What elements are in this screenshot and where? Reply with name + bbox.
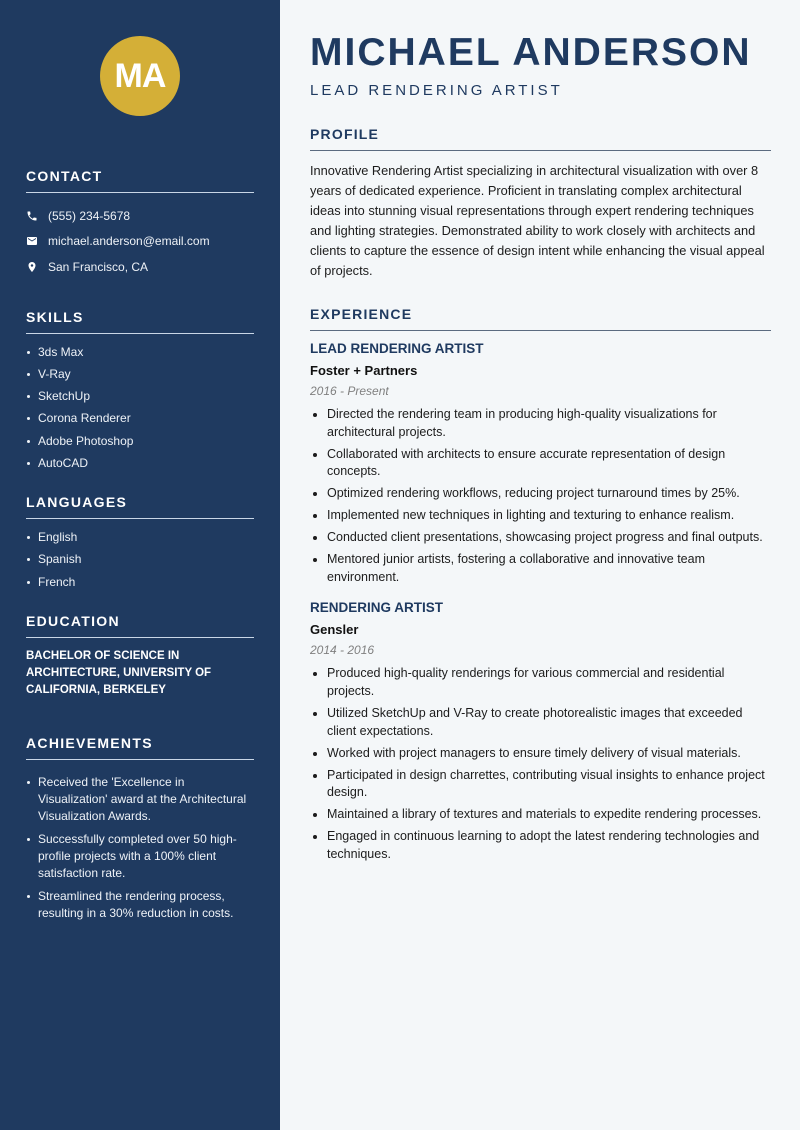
languages-heading: LANGUAGES: [26, 494, 254, 519]
job-bullets: [310, 665, 771, 863]
achievements-section: [26, 735, 254, 922]
main-content: [280, 0, 800, 1130]
skill-item: Corona Renderer: [26, 410, 254, 426]
job-dates: 2016 - Present: [310, 384, 389, 398]
experience-section: [310, 306, 771, 863]
language-item: Spanish: [26, 551, 254, 567]
skills-list: [26, 344, 254, 471]
job-bullet: Optimized rendering workflows, reducing project turnaround times by 25%.: [310, 485, 771, 503]
achievement-item: Received the 'Excellence in Visualization' award at the Architectural Visualization Awards.: [26, 774, 254, 825]
skill-item: SketchUp: [26, 388, 254, 404]
skill-item: V-Ray: [26, 366, 254, 382]
contact-phone[interactable]: [26, 203, 254, 229]
location-pin-icon: [26, 261, 38, 273]
candidate-name: MICHAEL ANDERSON: [310, 31, 752, 74]
achievement-item: Successfully completed over 50 high-profile projects with a 100% client satisfaction rate.: [26, 831, 254, 882]
job-title: RENDERING ARTIST: [310, 600, 444, 616]
job-bullet: Implemented new techniques in lighting and texturing to enhance realism.: [310, 507, 771, 525]
candidate-role: LEAD RENDERING ARTIST: [310, 82, 563, 99]
job-bullets: [310, 406, 771, 586]
job-bullet: Collaborated with architects to ensure accurate representation of design concepts.: [310, 446, 771, 481]
languages-list: [26, 529, 254, 590]
job-bullet: Mentored junior artists, fostering a collaborative and innovative team environment.: [310, 551, 771, 586]
contact-location: [26, 254, 254, 280]
achievement-item: Streamlined the rendering process, resulting in a 30% reduction in costs.: [26, 888, 254, 922]
job-bullet: Conducted client presentations, showcasing project progress and final outputs.: [310, 529, 771, 547]
phone-icon: [26, 210, 38, 222]
job-bullet: Maintained a library of textures and materials to expedite rendering processes.: [310, 806, 771, 824]
skill-item: AutoCAD: [26, 455, 254, 471]
job-bullet: Produced high-quality renderings for various commercial and residential projects.: [310, 665, 771, 700]
job-entry: [310, 341, 771, 586]
experience-heading: EXPERIENCE: [310, 306, 771, 331]
language-item: French: [26, 574, 254, 590]
profile-summary: Innovative Rendering Artist specializing in architectural visualization with over 8 years of dedicated experience. Proficient in translating complex architectural ideas into stunning visual representations through expert rendering techniques and lighting strategies. Demonstrated ability to work closely with architects and clients to capture the essence of design intent while enhancing the visual appeal of projects.: [310, 163, 765, 278]
education-heading: EDUCATION: [26, 613, 254, 638]
education-section: [26, 613, 254, 699]
contact-location-text: San Francisco, CA: [48, 259, 149, 274]
job-dates: 2014 - 2016: [310, 643, 375, 658]
profile-section: [310, 126, 771, 281]
sidebar: [0, 0, 280, 1130]
languages-section: [26, 494, 254, 590]
job-bullet: Engaged in continuous learning to adopt the latest rendering technologies and techniques.: [310, 828, 771, 863]
avatar: MA: [100, 36, 180, 116]
achievements-list: [26, 774, 254, 922]
job-bullet: Participated in design charrettes, contributing visual insights to enhance project design.: [310, 767, 771, 802]
job-bullet: Worked with project managers to ensure timely delivery of visual materials.: [310, 745, 771, 763]
job-title: LEAD RENDERING ARTIST: [310, 341, 484, 356]
skill-item: 3ds Max: [26, 344, 254, 360]
contact-section: [26, 168, 254, 280]
job-bullet: Utilized SketchUp and V-Ray to create photorealistic images that exceeded client expectations.: [310, 705, 771, 740]
skills-section: [26, 309, 254, 471]
skills-heading: SKILLS: [26, 309, 254, 334]
profile-heading: PROFILE: [310, 126, 771, 151]
contact-phone-text: (555) 234-5678: [48, 208, 131, 223]
language-item: English: [26, 529, 254, 545]
skill-item: Adobe Photoshop: [26, 433, 254, 449]
job-bullet: Directed the rendering team in producing high-quality visualizations for architectural projects.: [310, 406, 771, 441]
job-entry: [310, 600, 771, 863]
contact-heading: CONTACT: [26, 168, 254, 193]
contact-email[interactable]: [26, 229, 254, 255]
achievements-heading: ACHIEVEMENTS: [26, 735, 254, 760]
email-icon: [26, 235, 38, 247]
job-company: Gensler: [310, 622, 359, 638]
contact-email-text: michael.anderson@email.com: [48, 234, 210, 249]
job-company: Foster + Partners: [310, 363, 418, 378]
education-degree: BACHELOR OF SCIENCE IN ARCHITECTURE, UNIVERSITY OF CALIFORNIA, BERKELEY: [26, 649, 212, 696]
